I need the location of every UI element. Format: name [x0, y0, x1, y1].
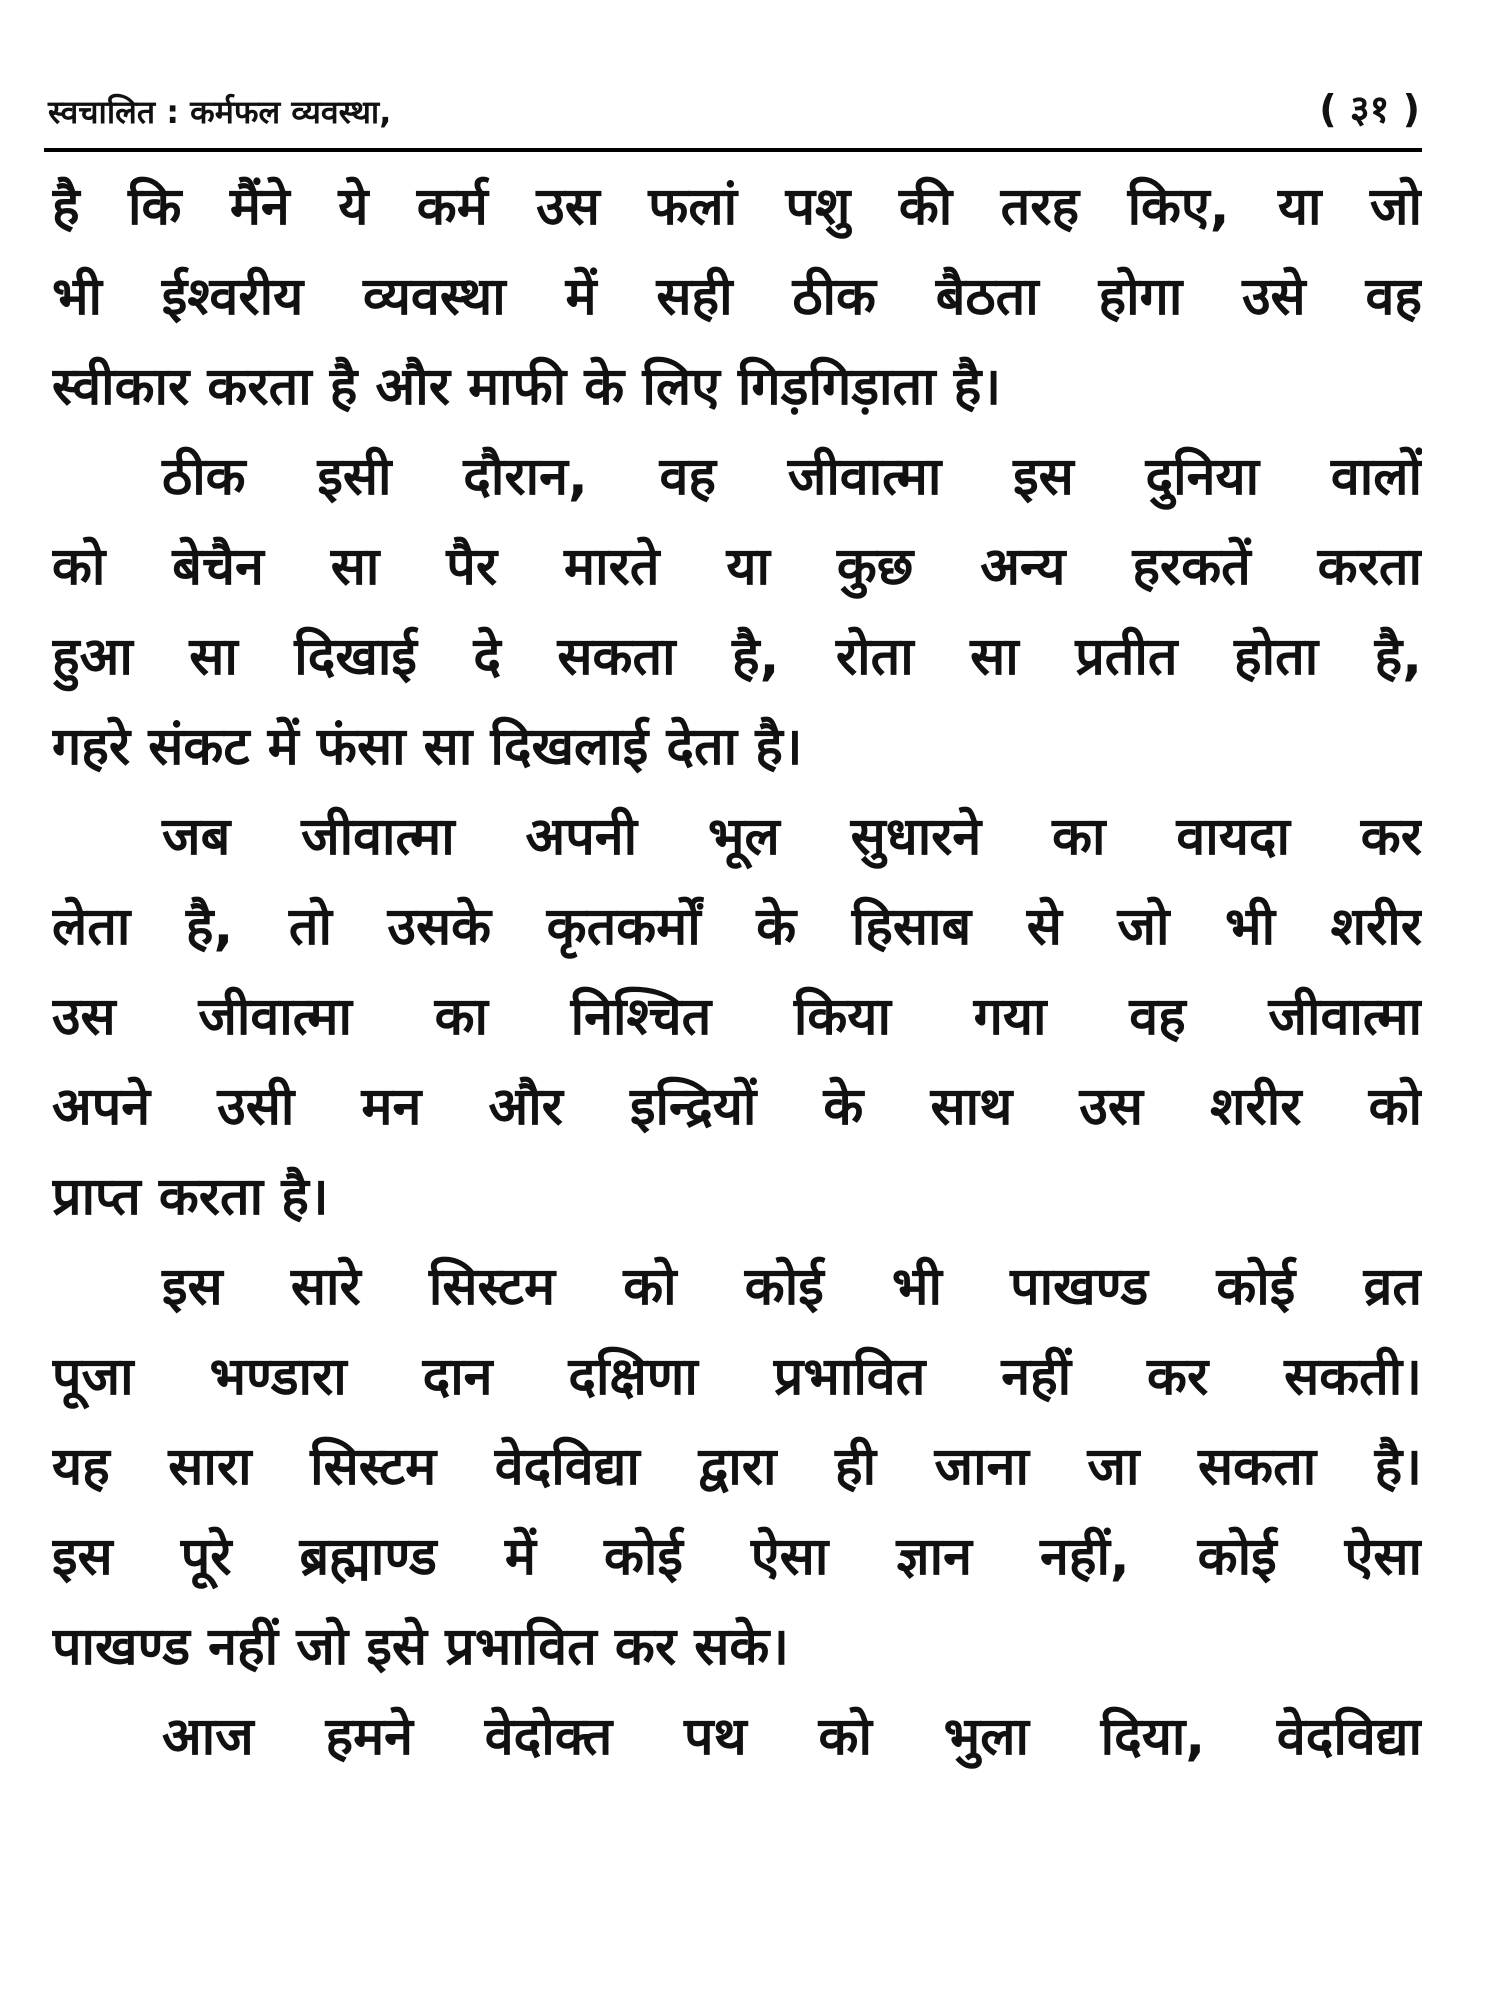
text-line: है कि मैंने ये कर्म उस फलां पशु की तरह किए, या जो	[52, 177, 1422, 237]
text-line: स्वीकार करता है और माफी के लिए गिड़गिड़ाता है।	[52, 357, 1002, 417]
text-line: आज हमने वेदोक्त पथ को भुला दिया, वेदविद्या	[162, 1707, 1422, 1767]
text-line: गहरे संकट में फंसा सा दिखलाई देता है।	[52, 717, 803, 777]
text-line: को बेचैन सा पैर मारते या कुछ अन्य हरकतें करता	[52, 537, 1422, 597]
text-line: प्राप्त करता है।	[52, 1167, 329, 1227]
text-line: इस सारे सिस्टम को कोई भी पाखण्ड कोई व्रत	[162, 1257, 1422, 1317]
text-line: पाखण्ड नहीं जो इसे प्रभावित कर सके।	[52, 1617, 789, 1677]
running-header	[48, 82, 1420, 142]
text-line: इस पूरे ब्रह्माण्ड में कोई ऐसा ज्ञान नहीं, कोई ऐसा	[52, 1527, 1422, 1587]
body-text	[52, 162, 1422, 1782]
text-line: ठीक इसी दौरान, वह जीवात्मा इस दुनिया वालों	[162, 447, 1422, 507]
page-number: ( ३१ )	[1319, 87, 1420, 131]
chapter-title: स्वचालित : कर्मफल व्यवस्था,	[48, 93, 392, 131]
text-line: लेता है, तो उसके कृतकर्मों के हिसाब से जो भी शरीर	[52, 897, 1422, 957]
header-rule	[44, 148, 1422, 152]
text-line: पूजा भण्डारा दान दक्षिणा प्रभावित नहीं कर सकती।	[52, 1347, 1422, 1407]
text-line: हुआ सा दिखाई दे सकता है, रोता सा प्रतीत होता है,	[52, 627, 1422, 687]
text-line: भी ईश्वरीय व्यवस्था में सही ठीक बैठता होगा उसे वह	[52, 267, 1422, 327]
text-line: उस जीवात्मा का निश्चित किया गया वह जीवात्मा	[52, 987, 1422, 1047]
text-line: अपने उसी मन और इन्द्रियों के साथ उस शरीर को	[52, 1077, 1422, 1137]
text-line: जब जीवात्मा अपनी भूल सुधारने का वायदा कर	[162, 807, 1422, 867]
text-line: यह सारा सिस्टम वेदविद्या द्वारा ही जाना जा सकता है।	[52, 1437, 1422, 1497]
